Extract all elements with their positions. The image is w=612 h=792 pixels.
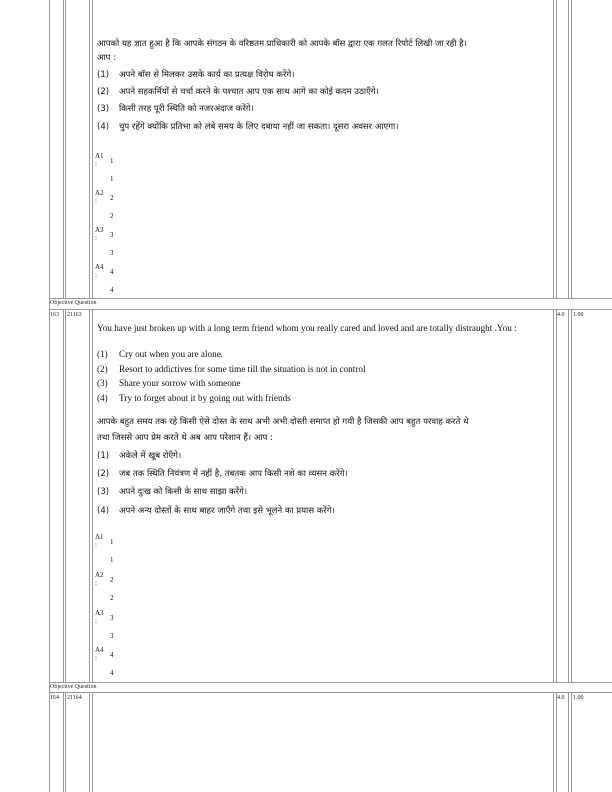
option-text: Try to forget about it by going out with friends xyxy=(119,393,291,403)
grid-line xyxy=(556,309,557,682)
answer-value-repeat: 3 xyxy=(110,632,114,640)
option-number: (4) xyxy=(97,393,108,403)
question-stem-hindi: आपके बहुत समय तक रहे किसी ऐसे दोस्त के साथ अभी अभी दोस्ती समाप्त हो गयी है जिसकी आप बहुत परवाह करते थे xyxy=(97,417,469,427)
option-3 xyxy=(97,103,254,114)
option-number: (1) xyxy=(97,70,110,80)
grid-line xyxy=(89,0,90,298)
row-divider xyxy=(49,682,612,683)
grid-line xyxy=(89,692,90,792)
grid-line xyxy=(65,0,66,298)
answer-label: A4 xyxy=(95,263,104,271)
question-id: 21163 xyxy=(67,312,82,318)
option-1-hindi xyxy=(97,450,181,461)
question-id: 21164 xyxy=(67,695,82,701)
answer-value: 4 xyxy=(110,651,114,659)
option-text: Share your sorrow with someone xyxy=(119,378,241,388)
option-text: अपने अन्य दोस्तों के साथ बाहर जाएँगे तथा इसे भूलने का प्रयास करेंगे। xyxy=(119,506,335,516)
option-number: (4) xyxy=(97,506,110,516)
option-4 xyxy=(97,393,291,403)
answer-colon: : xyxy=(95,579,97,587)
option-2 xyxy=(97,86,379,97)
question-stem-english: You have just broken up with a long term friend whom you really cared and loved and are totally distraught .You : xyxy=(97,323,517,333)
option-text: जब तक स्थिति नियंत्रण में नहीं है, तबतक आप किसी नशे का व्यसन करेंगे। xyxy=(119,469,348,479)
marks: 4.0 xyxy=(557,312,565,318)
answer-value-repeat: 2 xyxy=(110,212,114,220)
grid-line xyxy=(65,692,66,792)
answer-value: 3 xyxy=(110,231,114,239)
answer-value-repeat: 2 xyxy=(110,594,114,602)
answer-value: 1 xyxy=(110,157,114,165)
negative-marks: 1.00 xyxy=(573,695,584,701)
option-4-hindi xyxy=(97,505,335,516)
option-number: (1) xyxy=(97,349,108,359)
answer-value-repeat: 1 xyxy=(110,556,114,564)
answer-value: 4 xyxy=(110,268,114,276)
marks: 4.0 xyxy=(557,695,565,701)
row-divider xyxy=(49,309,612,310)
negative-marks: 1.00 xyxy=(573,312,584,318)
answer-value: 1 xyxy=(110,538,114,546)
answer-colon: : xyxy=(95,234,97,242)
option-text: अपने सहकर्मियों से चर्चा करने के पश्चात आप एक साथ आगे का कोई कदम उठाएँगे। xyxy=(119,87,379,97)
answer-label: A4 xyxy=(95,646,104,654)
grid-line xyxy=(92,309,93,682)
answer-value-repeat: 1 xyxy=(110,175,114,183)
option-number: (3) xyxy=(97,487,110,497)
grid-line xyxy=(568,0,569,298)
grid-line xyxy=(571,0,572,298)
row-divider xyxy=(49,692,612,693)
option-number: (3) xyxy=(97,104,110,114)
answer-label: A1 xyxy=(95,533,104,541)
option-1 xyxy=(97,349,223,359)
answer-label: A2 xyxy=(95,189,104,197)
answer-colon: : xyxy=(95,160,97,168)
grid-line xyxy=(63,0,64,298)
answer-colon: : xyxy=(95,271,97,279)
option-2 xyxy=(97,364,366,374)
grid-line xyxy=(63,692,64,792)
grid-line xyxy=(568,309,569,682)
grid-line xyxy=(556,0,557,298)
answer-value: 3 xyxy=(110,614,114,622)
option-text: Cry out when you are alone. xyxy=(119,349,224,359)
grid-line xyxy=(553,0,554,298)
answer-colon: : xyxy=(95,541,97,549)
grid-line xyxy=(553,309,554,682)
grid-line xyxy=(65,309,66,682)
answer-label: A3 xyxy=(95,609,104,617)
answer-label: A1 xyxy=(95,152,104,160)
answer-value-repeat: 4 xyxy=(110,286,114,294)
option-4 xyxy=(97,121,398,132)
option-number: (2) xyxy=(97,469,110,479)
option-text: चुप रहेंगे क्योंकि प्रतिभा को लंबे समय के लिए दबाया नहीं जा सकता। दूसरा अवसर आएगा। xyxy=(119,122,399,132)
option-number: (1) xyxy=(97,451,110,461)
grid-line xyxy=(553,692,554,792)
answer-value: 2 xyxy=(110,576,114,584)
grid-line xyxy=(556,692,557,792)
answer-value: 2 xyxy=(110,194,114,202)
answer-colon: : xyxy=(95,654,97,662)
question-stem-hindi xyxy=(97,38,547,49)
question-type-label: Objective Question xyxy=(50,684,97,690)
option-number: (2) xyxy=(97,87,110,97)
stem-line: आपको यह ज्ञात हुआ है कि आपके संगठन के वरिष्ठतम प्राधिकारी को आपके बॉस द्वारा एक गलत रिपोर्ट लिखी जा रही है। xyxy=(97,39,467,49)
option-text: अपने दुःख को किसी के साथ साझा करेंगे। xyxy=(119,487,248,497)
option-number: (3) xyxy=(97,378,108,388)
question-stem-hindi-line2: तथा जिससे आप प्रेम करते थे अब आप परेशान हैं। आप : xyxy=(97,433,273,443)
grid-line xyxy=(571,692,572,792)
stem-line: आप : xyxy=(97,53,117,63)
grid-line xyxy=(63,309,64,682)
option-number: (4) xyxy=(97,122,110,132)
row-divider xyxy=(49,298,612,299)
answer-colon: : xyxy=(95,197,97,205)
option-text: किसी तरह पूरी स्थिति को नजरअंदाज करेंगे। xyxy=(119,104,254,114)
option-text: Resort to addictives for some time till the situation is not in control xyxy=(119,364,366,374)
option-1 xyxy=(97,69,294,80)
option-text: अकेले में खूब रोएँगे। xyxy=(119,451,182,461)
option-2-hindi xyxy=(97,468,348,479)
question-number: 164 xyxy=(50,695,59,701)
answer-value-repeat: 4 xyxy=(110,669,114,677)
grid-line xyxy=(92,692,93,792)
question-type-label: Objective Question xyxy=(50,300,97,306)
option-3 xyxy=(97,378,240,388)
answer-value-repeat: 3 xyxy=(110,249,114,257)
answer-colon: : xyxy=(95,617,97,625)
question-number: 163 xyxy=(50,312,59,318)
grid-line xyxy=(571,309,572,682)
answer-label: A2 xyxy=(95,571,104,579)
grid-line xyxy=(568,692,569,792)
grid-line xyxy=(49,0,50,792)
option-number: (2) xyxy=(97,364,108,374)
grid-line xyxy=(89,309,90,682)
grid-line xyxy=(92,0,93,298)
answer-label: A3 xyxy=(95,226,104,234)
option-text: अपने बॉस से मिलकर उसके कार्य का प्रत्यक्ष विरोध करेंगे। xyxy=(119,70,295,80)
option-3-hindi xyxy=(97,486,247,497)
